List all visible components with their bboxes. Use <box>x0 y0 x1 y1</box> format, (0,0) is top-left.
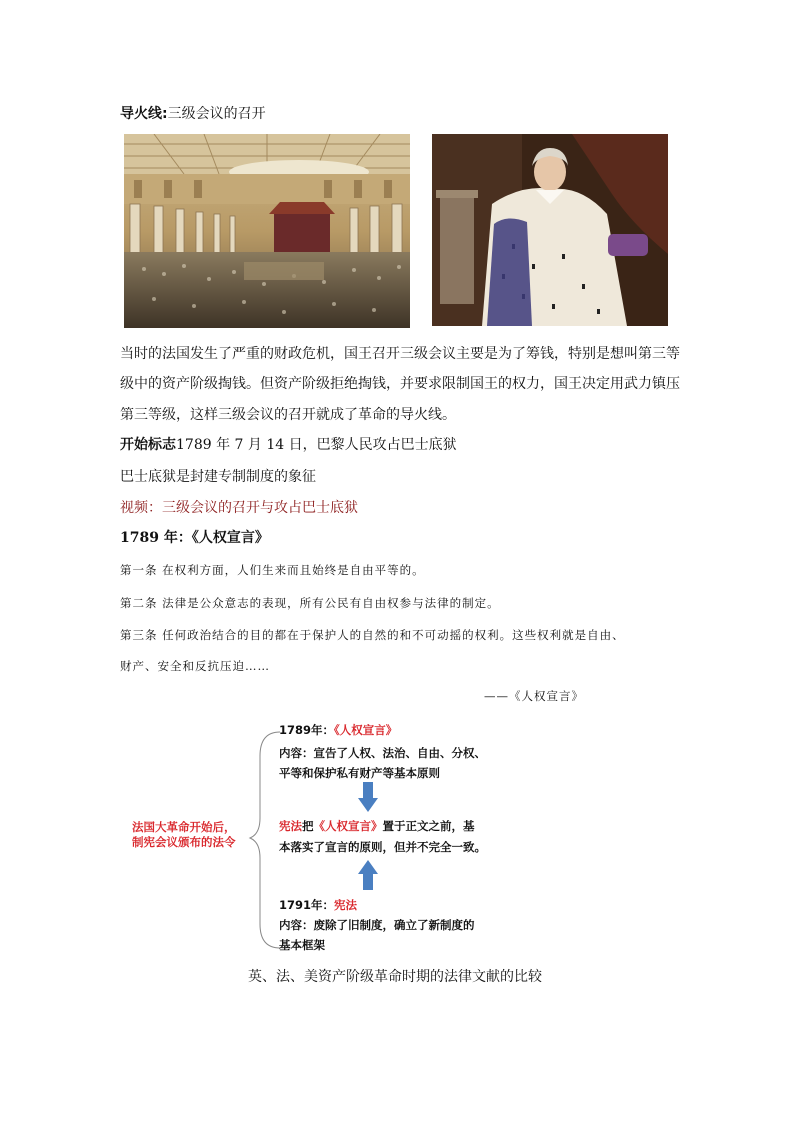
diagram-left-label-1: 法国大革命开始后， <box>132 820 236 834</box>
middle-block-line-1 <box>279 818 475 834</box>
estates-general-painting-svg <box>124 134 410 328</box>
louis-xvi-portrait-svg <box>432 134 668 326</box>
middle-connector: 把 <box>302 819 314 833</box>
bastille-note: 巴士底狱是封建专制制度的象征 <box>120 469 316 485</box>
middle-declaration: 《人权宣言》 <box>313 819 383 833</box>
bottom-block-content-2: 基本框架 <box>279 938 325 952</box>
paragraph-line-1: 当时的法国发生了严重的财政危机，国王召开三级会议主要是为了筹钱，特别是想叫第三等 <box>120 346 680 362</box>
start-sign <box>120 434 457 454</box>
article-3: 第三条 任何政治结合的目的都在于保护人的自然的和不可动摇的权利。这些权利就是自由、 <box>120 628 625 642</box>
bottom-block-title <box>279 897 357 913</box>
article-3-continued: 财产、安全和反抗压迫…… <box>120 659 270 673</box>
start-sign-text: 1789 年 7 月 14 日，巴黎人民攻占巴士底狱 <box>176 437 457 453</box>
fuse-heading-text: 三级会议的召开 <box>167 106 266 122</box>
middle-rest: 置于正文之前，基 <box>382 819 475 833</box>
bottom-block-content-1: 内容：废除了旧制度，确立了新制度的 <box>279 918 475 932</box>
bottom-block-title-highlight: 宪法 <box>334 898 358 912</box>
fuse-heading <box>120 103 266 123</box>
paragraph-line-3: 第三等级，这样三级会议的召开就成了革命的导火线。 <box>120 407 456 423</box>
diagram-left-label-2: 制宪会议颁布的法令 <box>132 835 236 849</box>
estates-general-painting <box>124 134 410 328</box>
bottom-block-title-prefix: 1791年： <box>279 898 335 912</box>
article-1: 第一条 在权利方面，人们生来而且始终是自由平等的。 <box>120 563 425 577</box>
top-block-content-1: 内容：宣告了人权、法治、自由、分权、 <box>279 746 486 760</box>
top-block-title-highlight: 《人权宣言》 <box>334 723 398 737</box>
fuse-heading-label: 导火线: <box>120 106 168 122</box>
arrow-down-icon <box>358 782 378 812</box>
declaration-heading: 1789 年：《人权宣言》 <box>120 530 269 546</box>
paragraph-line-2: 级中的资产阶级掏钱。但资产阶级拒绝掏钱，并要求限制国王的权力，国王决定用武力镇压 <box>120 376 680 392</box>
top-block-title-prefix: 1789年： <box>279 723 335 737</box>
middle-block-line-2: 本落实了宣言的原则，但并不完全一致。 <box>279 840 486 854</box>
citation: ——《人权宣言》 <box>484 689 584 703</box>
diagram-caption: 英、法、美资产阶级革命时期的法律文献的比较 <box>248 969 542 985</box>
comparison-diagram <box>120 712 520 962</box>
article-2: 第二条 法律是公众意志的表现，所有公民有自由权参与法律的制定。 <box>120 596 500 610</box>
top-block-content-2: 平等和保护私有财产等基本原则 <box>279 766 440 780</box>
start-sign-label: 开始标志 <box>120 437 176 453</box>
video-link[interactable]: 视频：三级会议的召开与攻占巴士底狱 <box>120 500 358 516</box>
louis-xvi-portrait <box>432 134 668 326</box>
arrow-up-icon <box>358 860 378 890</box>
top-block-title <box>279 722 397 738</box>
middle-constitution: 宪法 <box>279 819 302 833</box>
